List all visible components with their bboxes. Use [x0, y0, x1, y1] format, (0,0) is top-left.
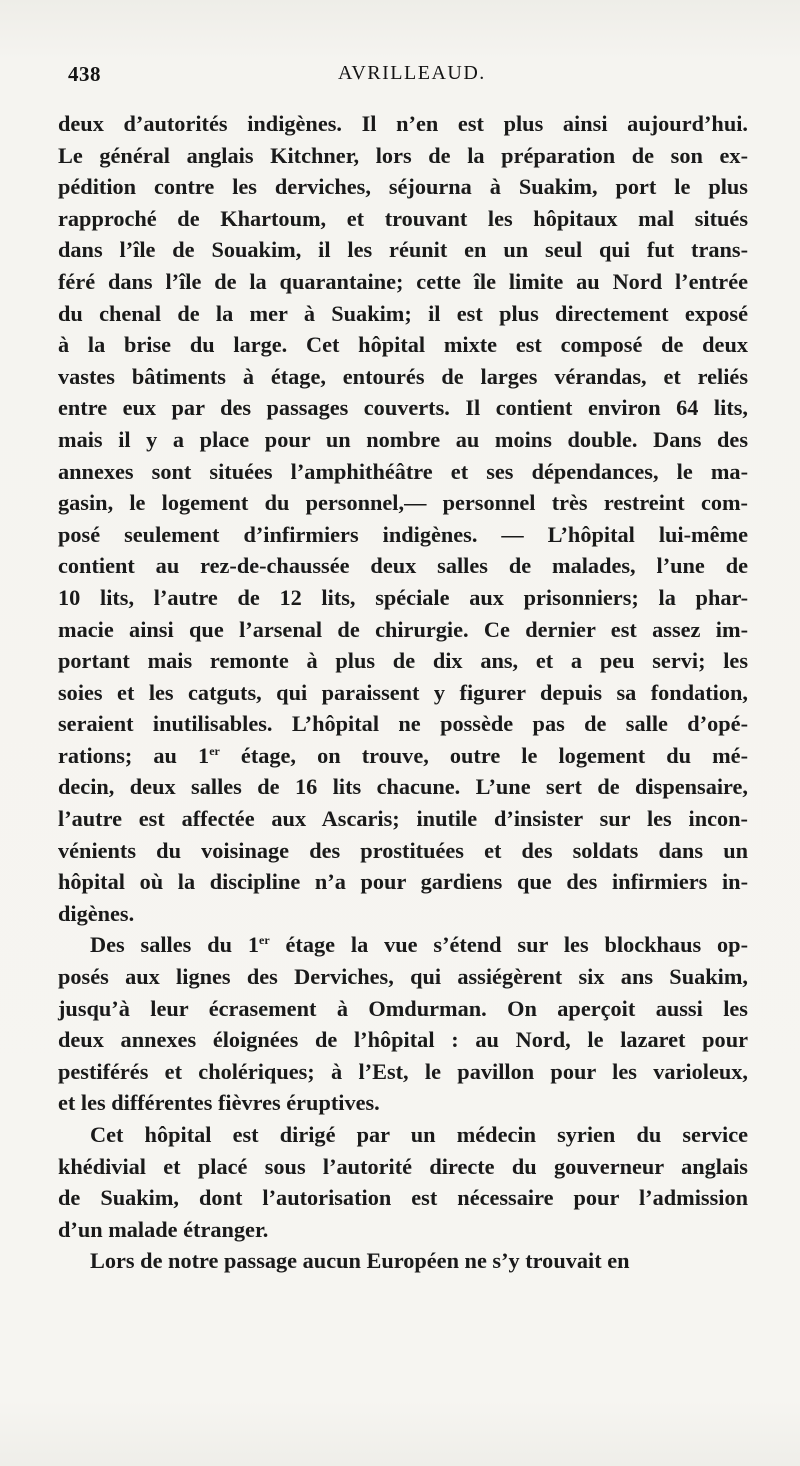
text-line: posés aux lignes des Derviches, qui assiégèrent six ans Suakim, [58, 964, 748, 990]
text-line: decin, deux salles de 16 lits chacune. L’une sert de dispensaire, [58, 774, 748, 800]
page-header [68, 62, 753, 92]
text-line: rapproché de Khartoum, et trouvant les hôpitaux mal situés [58, 205, 748, 231]
text-line: du chenal de la mer à Suakim; il est plus directement exposé [58, 300, 748, 326]
text-line: jusqu’à leur écrasement à Omdurman. On aperçoit aussi les [58, 995, 748, 1021]
paragraph [58, 108, 748, 929]
paragraph [58, 929, 748, 1119]
text-line: digènes. [58, 900, 135, 926]
text-line: annexes sont situées l’amphithéâtre et ses dépendances, le ma- [58, 458, 748, 484]
text-line: gasin, le logement du personnel,— personnel très restreint com- [58, 490, 748, 516]
text-line: hôpital où la discipline n’a pour gardiens que des infirmiers in- [58, 869, 748, 895]
text-line: pédition contre les derviches, séjourna à Suakim, port le plus [58, 174, 748, 200]
paragraph [58, 1245, 748, 1277]
text-line: deux d’autorités indigènes. Il n’en est plus ainsi aujourd’hui. [58, 111, 748, 136]
text-line: d’un malade étranger. [58, 1216, 269, 1242]
text-line: vastes bâtiments à étage, entourés de larges vérandas, et reliés [58, 363, 748, 389]
text-line: mais il y a place pour un nombre au moins double. Dans des [58, 426, 748, 452]
text-line: portant mais remonte à plus de dix ans, et a peu servi; les [58, 648, 748, 674]
text-line: khédivial et placé sous l’autorité directe du gouverneur anglais [58, 1153, 748, 1179]
page-number: 438 [68, 62, 101, 86]
text-line: entre eux par des passages couverts. Il contient environ 64 lits, [58, 395, 748, 421]
text-line: dans l’île de Souakim, il les réunit en un seul qui fut trans- [58, 237, 748, 263]
running-head: AVRILLEAUD. [338, 62, 486, 84]
text-line: 10 lits, l’autre de 12 lits, spéciale aux prisonniers; la phar- [58, 584, 748, 610]
text-line: et les différentes fièvres éruptives. [58, 1090, 380, 1116]
text-line: soies et les catguts, qui paraissent y figurer depuis sa fondation, [58, 679, 748, 705]
text-line: Des salles du 1er étage la vue s’étend sur les blockhaus op- [90, 932, 748, 958]
text-line: l’autre est affectée aux Ascaris; inutile d’insister sur les incon- [58, 806, 748, 832]
text-line: seraient inutilisables. L’hôpital ne possède pas de salle d’opé- [58, 711, 748, 737]
text-line: posé seulement d’infirmiers indigènes. — L’hôpital lui-même [58, 521, 748, 547]
text-line: vénients du voisinage des prostituées et des soldats dans un [58, 837, 748, 863]
text-line: rations; au 1er étage, on trouve, outre le logement du mé- [58, 742, 749, 768]
paragraph [58, 1119, 748, 1245]
text-line: pestiférés et cholériques; à l’Est, le pavillon pour les varioleux, [58, 1058, 748, 1084]
text-line: à la brise du large. Cet hôpital mixte est composé de deux [58, 332, 748, 358]
body-text [58, 108, 748, 1277]
text-line: deux annexes éloignées de l’hôpital : au Nord, le lazaret pour [58, 1027, 748, 1053]
text-line: macie ainsi que l’arsenal de chirurgie. Ce dernier est assez im- [58, 616, 748, 642]
text-line: Cet hôpital est dirigé par un médecin syrien du service [90, 1122, 748, 1147]
text-line: féré dans l’île de la quarantaine; cette île limite au Nord l’entrée [58, 268, 748, 294]
text-line: Lors de notre passage aucun Européen ne s’y trouvait en [90, 1248, 630, 1274]
text-line: contient au rez-de-chaussée deux salles de malades, l’une de [58, 553, 748, 579]
text-line: de Suakim, dont l’autorisation est nécessaire pour l’admission [58, 1185, 748, 1211]
text-line: Le général anglais Kitchner, lors de la préparation de son ex- [58, 142, 748, 168]
